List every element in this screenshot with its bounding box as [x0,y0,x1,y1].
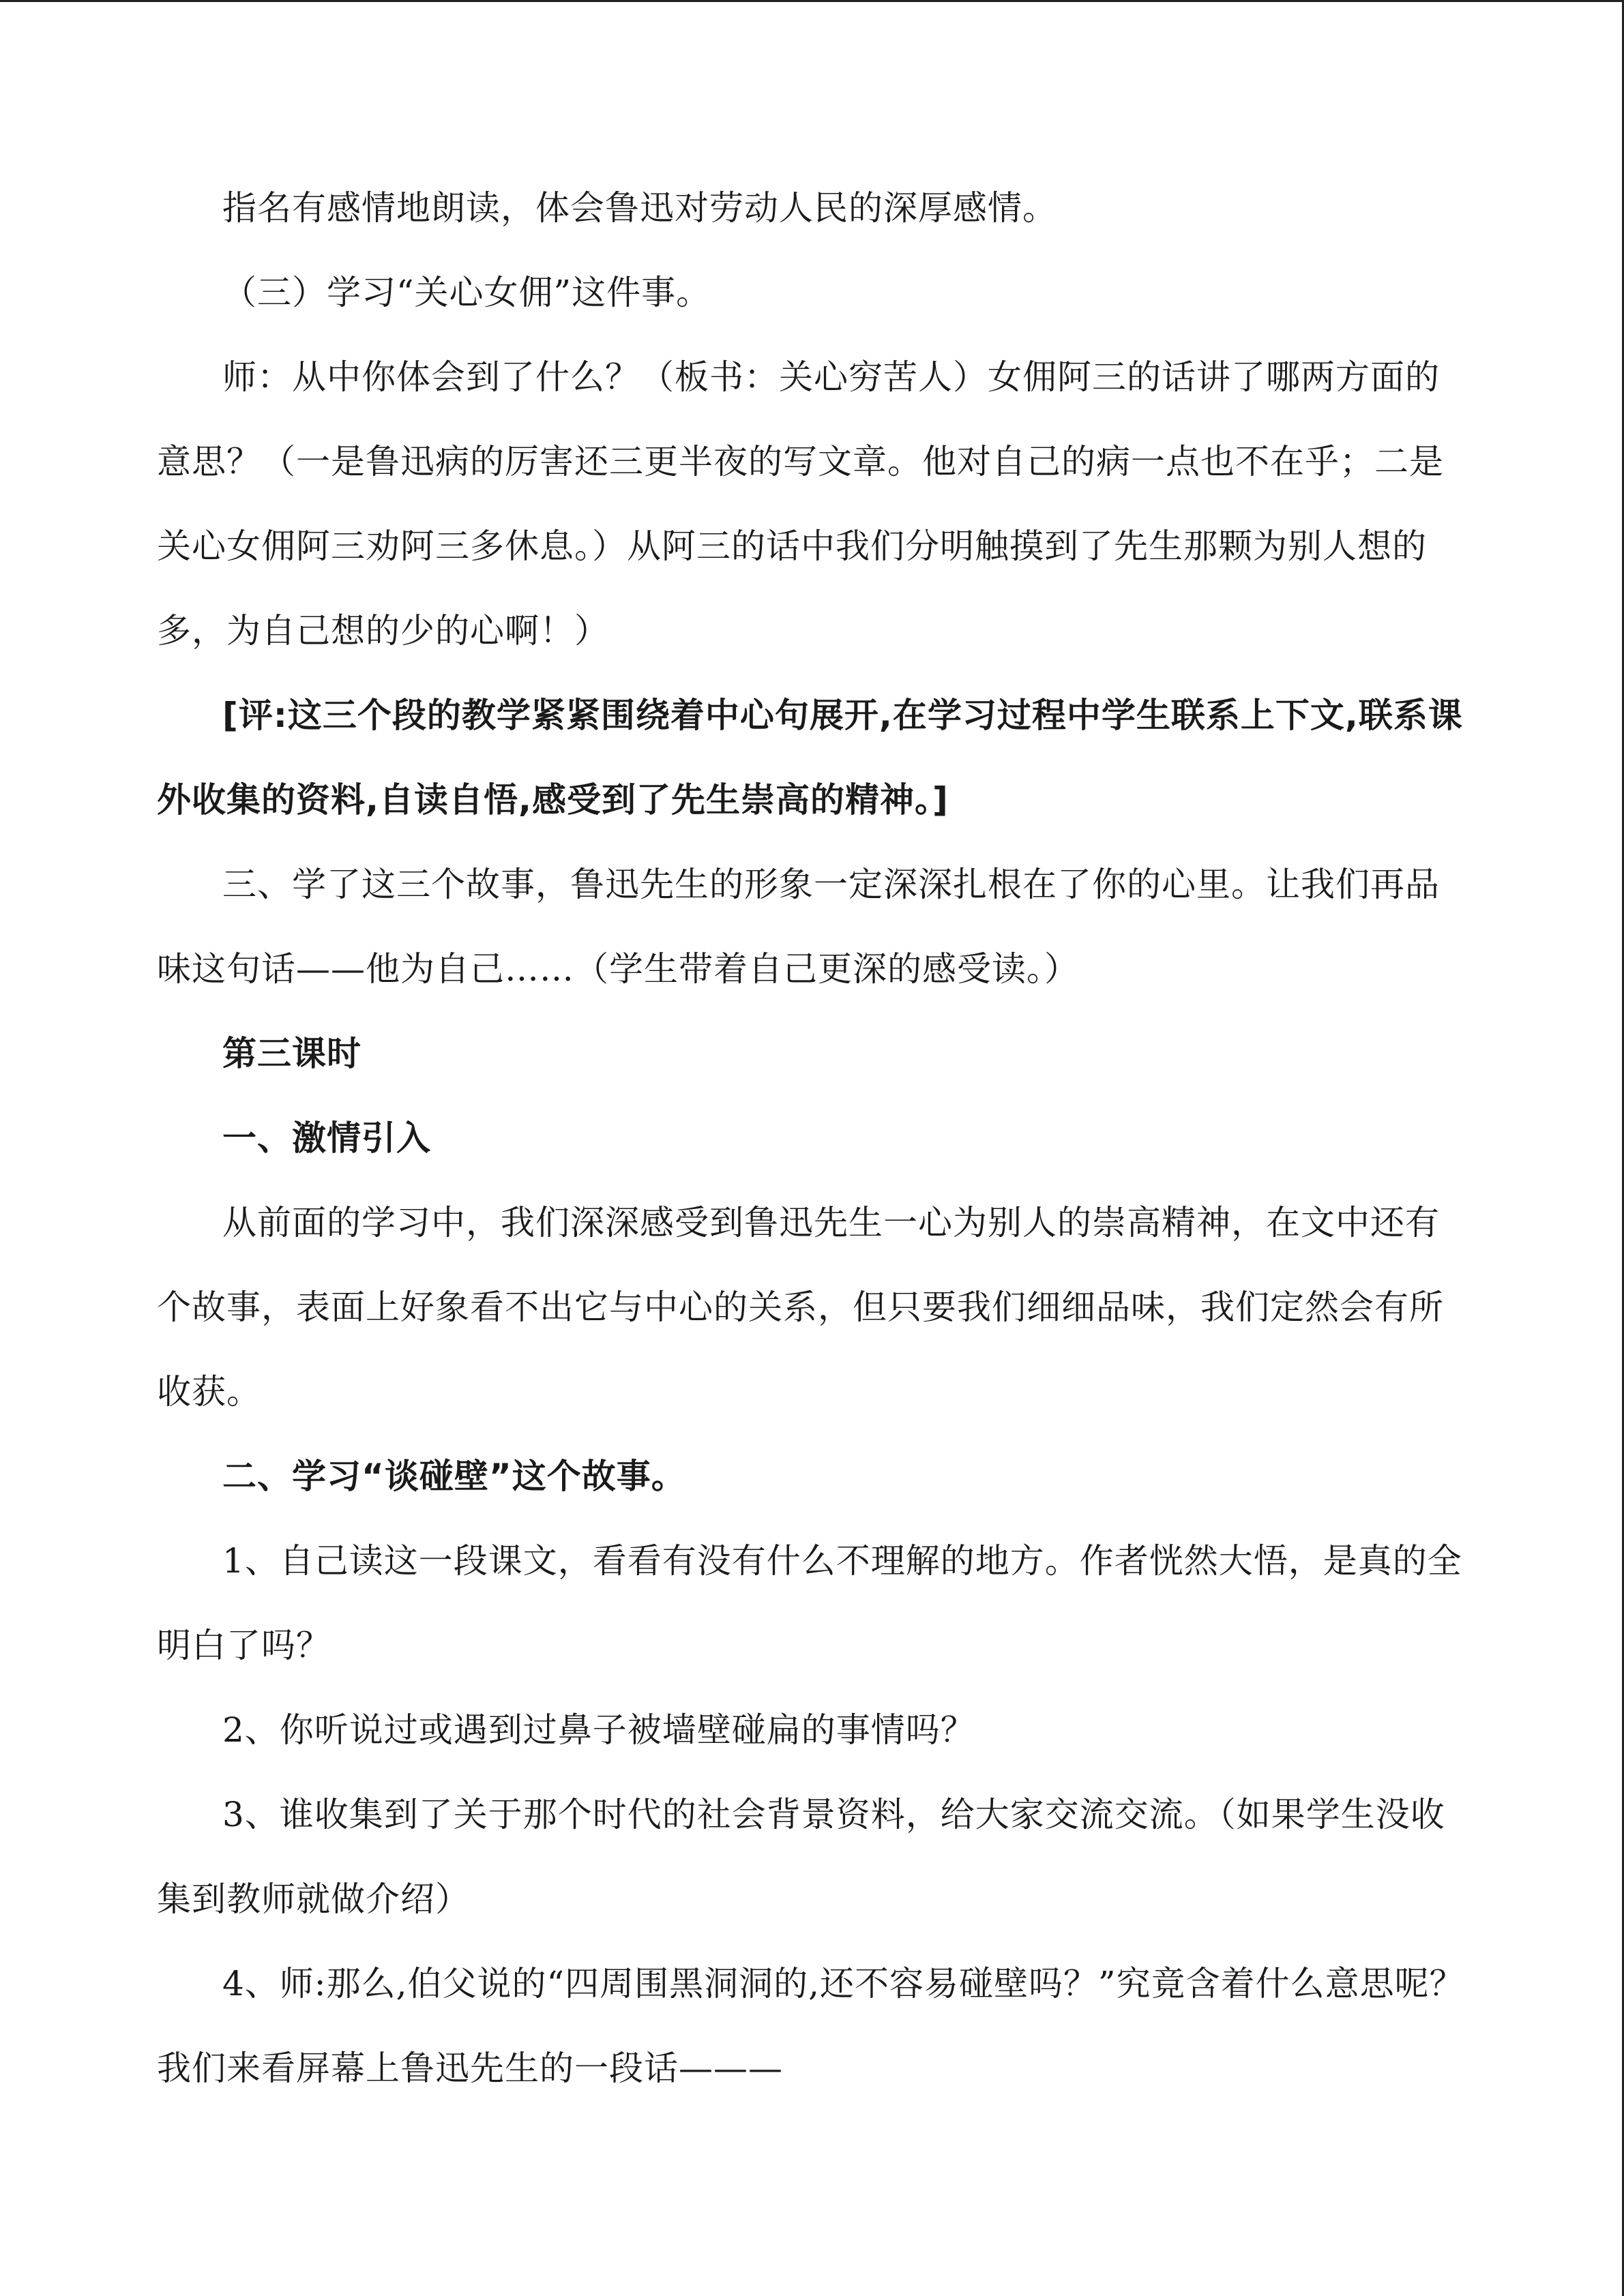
paragraph-section-three-heading: （三）学习“关心女佣”这件事。 [222,273,711,312]
paragraph-three-stories: 三、学了这三个故事，鲁迅先生的形象一定深深扎根在了你的心里。让我们再品味这句话——他为自己……（学生带着自己更深的感受读。） [157,865,1440,989]
paragraph-read-aloud: 指名有感情地朗读，体会鲁迅对劳动人民的深厚感情。 [222,188,1057,228]
document-body [157,166,1473,2111]
list-item-4: 4、师:那么,伯父说的“四周围黑洞洞的,还不容易碰壁吗？”究竟含着什么意思呢？我们来看屏幕上鲁迅先生的一段话——— [157,1964,1464,2088]
list-item-1: 1、自己读这一段课文，看看有没有什么不理解的地方。作者恍然大悟，是真的全明白了吗？ [157,1541,1462,1665]
list-item-3: 3、谁收集到了关于那个时代的社会背景资料，给大家交流交流。（如果学生没收集到教师就做介绍） [157,1795,1445,1919]
heading-talk-about-hitting-wall: 二、学习“谈碰壁”这个故事。 [222,1457,686,1496]
paragraph-teacher-question: 师：从中你体会到了什么？（板书：关心穷苦人）女佣阿三的话讲了哪两方面的意思？（一是鲁迅病的厉害还三更半夜的写文章。他对自己的病一点也不在乎；二是关心女佣阿三劝阿三多休息。）从阿三的话中我们分明触摸到了先生那颗为别人想的多，为自己想的少的心啊！） [157,357,1444,651]
paragraph-intro-text: 从前面的学习中，我们深深感受到鲁迅先生一心为别人的崇高精神，在文中还有个故事，表面上好象看不出它与中心的关系，但只要我们细细品味，我们定然会有所收获。 [157,1203,1444,1412]
heading-passionate-intro: 一、激情引入 [222,1118,431,1158]
list-item-2: 2、你听说过或遇到过鼻子被墙壁碰扁的事情吗？ [222,1710,975,1750]
heading-third-lesson: 第三课时 [222,1034,361,1073]
paragraph-evaluation-comment: [评:这三个段的教学紧紧围绕着中心句展开,在学习过程中学生联系上下文,联系课外收集的资料,自读自悟,感受到了先生崇高的精神。] [157,696,1463,820]
